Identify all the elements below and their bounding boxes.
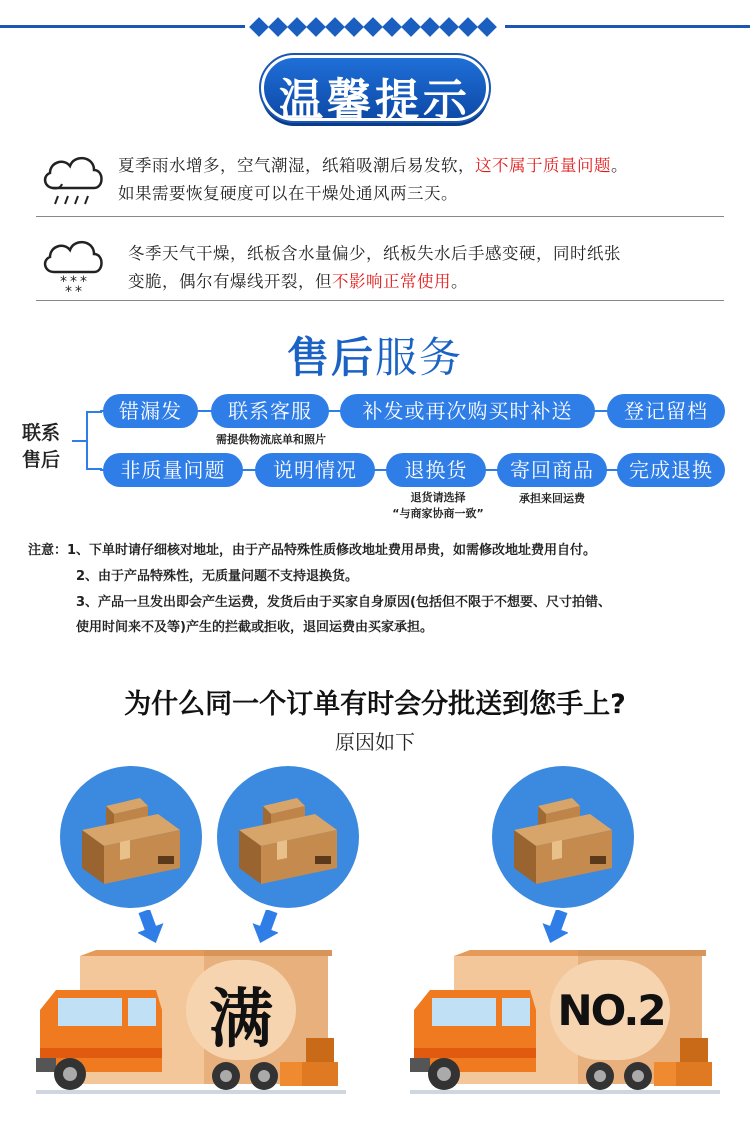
step-complete: 完成退换: [617, 453, 725, 487]
step-contact-support: 联系客服: [211, 394, 329, 428]
package-circle: [492, 766, 634, 908]
svg-text:*: *: [75, 284, 82, 298]
package-icon: [492, 766, 634, 908]
step-explain: 说明情况: [255, 453, 375, 487]
step-record: 登记留档: [607, 394, 725, 428]
row2-note-a: 退货请选择 “与商家协商一致”: [392, 491, 484, 520]
reason-label: 原因如下: [335, 730, 415, 754]
down-arrow-icon: [138, 910, 166, 944]
bracket: [86, 411, 102, 470]
snow-cloud-icon: [40, 236, 106, 298]
why-question: 为什么同一个订单有时会分批送到您手上?: [124, 689, 626, 720]
service-title: 售后服务: [286, 333, 464, 382]
step-missing-shipment: 错漏发: [103, 394, 198, 428]
tip-winter: 冬季天气干燥，纸板含水量偏少，纸板失水后手感变硬，同时纸张 变脆，偶尔有爆线开裂，但不影响正常使用。: [128, 244, 621, 291]
contact-label: 联系 售后: [22, 422, 61, 471]
svg-text:*: *: [80, 274, 87, 290]
step-non-quality-issue: 非质量问题: [103, 453, 243, 487]
note-1: 注意：1、下单时请仔细核对地址，由于产品特殊性质修改地址费用昂贵，如需修改地址费用自付。: [28, 543, 597, 558]
note-4: 使用时间来不及等)产生的拦截或拒收，退回运费由买家承担。: [76, 620, 433, 635]
title-badge: [261, 55, 489, 126]
down-arrow-icon: [250, 910, 278, 944]
svg-text:*: *: [65, 284, 72, 298]
step-send-back: 寄回商品: [497, 453, 607, 487]
svg-text:*: *: [70, 274, 77, 290]
truck-label: 满: [209, 983, 273, 1057]
note-2: 2、由于产品特殊性，无质量问题不支持退换货。: [76, 569, 359, 584]
row2-note-b: 承担来回运费: [519, 492, 585, 505]
row1-note: 需提供物流底单和照片: [216, 433, 326, 446]
divider: [36, 216, 724, 217]
header-line-left: [0, 25, 245, 28]
tip-summer: 夏季雨水增多，空气潮湿，纸箱吸潮后易发软，这不属于质量问题。 如果需要恢复硬度可以在干燥处通风两三天。: [118, 156, 628, 203]
step-return-exchange: 退换货: [386, 453, 486, 487]
package-icon: [60, 766, 202, 908]
truck-label: NO.2: [557, 986, 665, 1035]
rain-cloud-icon: [40, 148, 106, 208]
package-icon: [217, 766, 359, 908]
step-resend: 补发或再次购买时补送: [340, 394, 595, 428]
divider: [36, 300, 724, 301]
package-circle: [60, 766, 202, 908]
header-line-right: [505, 25, 750, 28]
delivery-truck-full: [36, 950, 346, 1100]
page-title: 温馨提示: [279, 75, 471, 126]
note-3: 3、产品一旦发出即会产生运费，发货后由于买家自身原因(包括但不限于不想要、尺寸拍错、: [76, 595, 611, 610]
svg-text:*: *: [60, 274, 67, 290]
package-circle: [217, 766, 359, 908]
down-arrow-icon: [540, 910, 568, 944]
